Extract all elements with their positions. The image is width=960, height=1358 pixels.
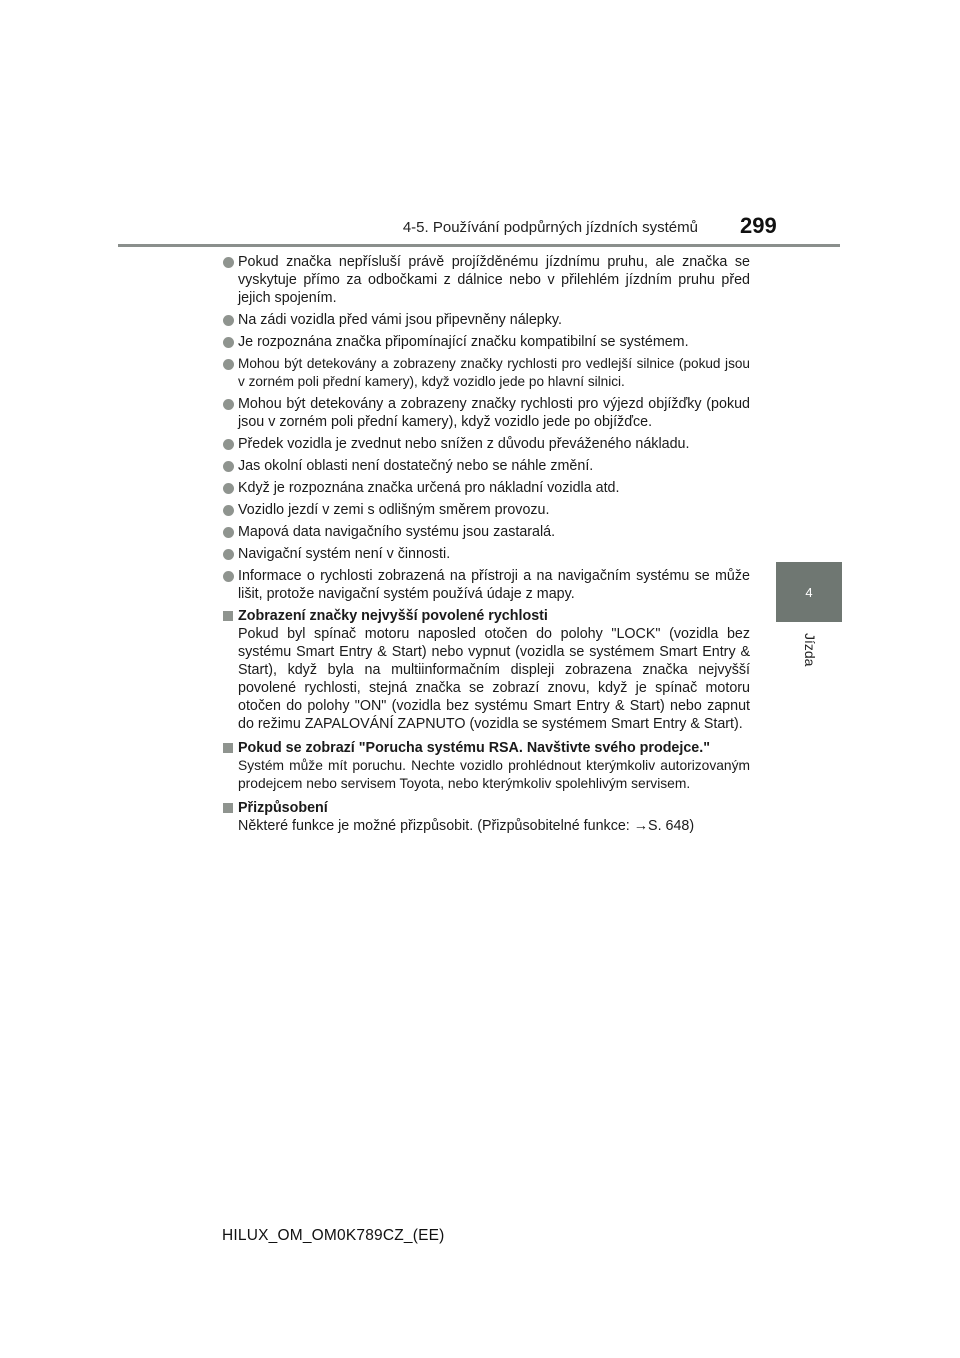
list-item-text: Vozidlo jezdí v zemi s odlišným směrem provozu. — [238, 502, 550, 518]
section-body: Pokud byl spínač motoru naposled otočen do polohy "LOCK" (vozidla bez systému Smart Entry & Start) nebo vypnut (vozidla se systémem Smart Entry & Start), když byla na multiinformačním displeji zobrazena značka nejvyšší povolené rychlosti, stejná značka se zobrazí znovu, když je spínač motoru otočen do polohy "ON" (vozidla bez systému Smart Entry & Start) nebo zapnut do režimu ZAPALOVÁNÍ ZAPNUTO (vozidla se systémem Smart Entry & Start). — [238, 626, 750, 732]
list-item-text: Mapová data navigačního systému jsou zastaralá. — [238, 524, 556, 540]
list-item-text: Informace o rychlosti zobrazená na přístroji a na navigačním systému se může lišit, protože navigační systém používá údaje z mapy. — [238, 568, 750, 602]
square-bullet-icon — [223, 611, 233, 621]
bullet-dot-icon — [223, 549, 234, 560]
bullet-dot-icon — [223, 399, 234, 410]
header-divider — [118, 244, 840, 247]
section-heading-text: Přizpůsobení — [238, 800, 328, 816]
list-item — [222, 523, 750, 541]
list-item — [222, 355, 750, 391]
list-item-text: Předek vozidla je zvednut nebo snížen z důvodu převáženého nákladu. — [238, 436, 690, 452]
list-item — [222, 333, 750, 351]
list-item — [222, 545, 750, 563]
list-item-text: Mohou být detekovány a zobrazeny značky rychlosti pro výjezd objížďky (pokud jsou v zorném poli přední kamery), když vozidlo jede po objížďce. — [238, 396, 750, 430]
section-customization — [222, 799, 750, 835]
page-content — [222, 253, 750, 841]
chapter-tab — [776, 562, 842, 622]
list-item-text: Když je rozpoznána značka určená pro nákladní vozidla atd. — [238, 480, 620, 496]
square-bullet-icon — [223, 743, 233, 753]
section-heading — [222, 739, 750, 757]
list-item — [222, 253, 750, 307]
list-item — [222, 501, 750, 519]
list-item-text: Jas okolní oblasti není dostatečný nebo se náhle změní. — [238, 458, 594, 474]
section-heading — [222, 799, 750, 817]
bullet-dot-icon — [223, 337, 234, 348]
bullet-dot-icon — [223, 439, 234, 450]
list-item — [222, 311, 750, 329]
list-item-text: Pokud značka nepřísluší právě projížděnému jízdnímu pruhu, ale značka se vyskytuje přímo za odbočkami z dálnice nebo v přilehlém jízdním pruhu před jejich spojením. — [238, 254, 750, 306]
chapter-tab-number: 4 — [805, 584, 813, 600]
list-item-text: Navigační systém není v činnosti. — [238, 546, 451, 562]
bullet-dot-icon — [223, 527, 234, 538]
bullet-dot-icon — [223, 483, 234, 494]
bullet-dot-icon — [223, 461, 234, 472]
list-item — [222, 395, 750, 431]
bullet-dot-icon — [223, 359, 234, 370]
bullet-dot-icon — [223, 315, 234, 326]
section-speed-sign-display — [222, 607, 750, 733]
bullet-dot-icon — [223, 257, 234, 268]
bullet-dot-icon — [223, 571, 234, 582]
list-item-text: Na zádi vozidla před vámi jsou připevněny nálepky. — [238, 312, 562, 328]
list-item-text: Je rozpoznána značka připomínající značku kompatibilní se systémem. — [238, 334, 689, 350]
page-number: 299 — [740, 213, 777, 238]
chapter-tab-label: Jízda — [802, 633, 818, 667]
section-heading-text: Zobrazení značky nejvyšší povolené rychlosti — [238, 608, 548, 624]
section-body: Některé funkce je možné přizpůsobit. (Přizpůsobitelné funkce: →S. 648) — [238, 818, 695, 834]
section-heading-text: Pokud se zobrazí "Porucha systému RSA. Navštivte svého prodejce." — [238, 740, 710, 756]
list-item — [222, 435, 750, 453]
chapter-title: 4-5. Používání podpůrných jízdních systémů — [402, 219, 698, 236]
square-bullet-icon — [223, 803, 233, 813]
section-heading — [222, 607, 750, 625]
list-item — [222, 567, 750, 603]
section-rsa-malfunction — [222, 739, 750, 793]
document-code: HILUX_OM_OM0K789CZ_(EE) — [222, 1227, 445, 1244]
section-body: Systém může mít poruchu. Nechte vozidlo prohlédnout kterýmkoliv autorizovaným prodejcem nebo servisem Toyota, nebo kterýmkoliv spolehlivým servisem. — [238, 758, 750, 791]
list-item-text: Mohou být detekovány a zobrazeny značky rychlosti pro vedlejší silnice (pokud jsou v zorném poli přední kamery), když vozidlo jede po hlavní silnici. — [238, 356, 750, 389]
list-item — [222, 457, 750, 475]
bullet-dot-icon — [223, 505, 234, 516]
list-item — [222, 479, 750, 497]
